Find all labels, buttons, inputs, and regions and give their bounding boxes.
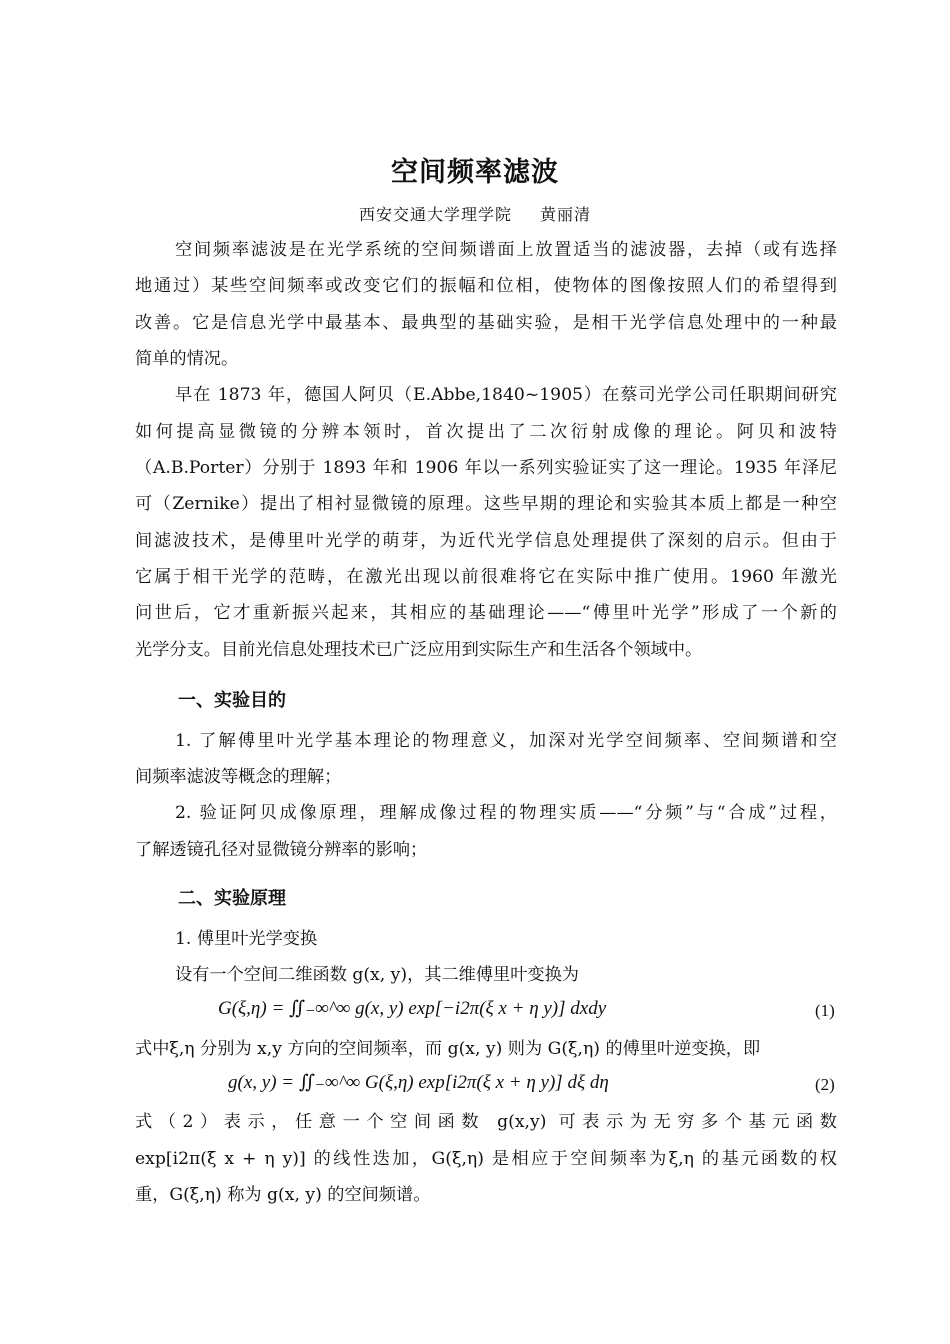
list-item-line: 2. 验证阿贝成像原理，理解成像过程的物理实质——“分频”与“合成”过程， <box>175 803 837 823</box>
paragraph-line: （A.B.Porter）分别于 1893 年和 1906 年以一系列实验证实了这一理论。1935 年泽尼 <box>135 458 837 478</box>
author-line <box>0 202 950 225</box>
paragraph-line: 改善。它是信息光学中最基本、最典型的基础实验，是相干光学信息处理中的一种最 <box>135 313 837 333</box>
paragraph-line: 如何提高显微镜的分辨本领时，首次提出了二次衍射成像的理论。阿贝和波特 <box>135 422 837 442</box>
subsection-title: 1. 傅里叶光学变换 <box>175 929 318 949</box>
equation-2: g(x, y) = ∬₋∞^∞ G(ξ,η) exp[i2π(ξ x + η y)] dξ dη <box>228 1072 609 1093</box>
author-name: 黄丽清 <box>540 205 592 224</box>
paragraph-line: 早在 1873 年，德国人阿贝（E.Abbe,1840~1905）在蔡司光学公司任职期间研究 <box>175 385 837 405</box>
paragraph-line: 简单的情况。 <box>135 349 239 369</box>
list-item-line: 1. 了解傅里叶光学基本理论的物理意义，加深对光学空间频率、空间频谱和空 <box>175 731 837 751</box>
paragraph-line: 间滤波技术，是傅里叶光学的萌芽，为近代光学信息处理提供了深刻的启示。但由于 <box>135 531 837 551</box>
paragraph-line: 设有一个空间二维函数 g(x, y)，其二维傅里叶变换为 <box>175 965 579 985</box>
list-item-line: 间频率滤波等概念的理解； <box>135 767 342 787</box>
author-affiliation: 西安交通大学理学院 <box>358 205 512 224</box>
paragraph-line: 地通过）某些空间频率或改变它们的振幅和位相，使物体的图像按照人们的希望得到 <box>135 276 837 296</box>
paragraph-line: 重，G(ξ,η) 称为 g(x, y) 的空间频谱。 <box>135 1185 431 1205</box>
paragraph-line: 光学分支。目前光信息处理技术已广泛应用到实际生产和生活各个领域中。 <box>135 640 703 660</box>
list-item-line: 了解透镜孔径对显微镜分辨率的影响； <box>135 840 428 860</box>
paragraph-line: 式中ξ,η 分别为 x,y 方向的空间频率，而 g(x, y) 则为 G(ξ,η) 的傅里叶逆变换，即 <box>135 1039 761 1059</box>
paragraph-line: 式（2）表示，任意一个空间函数 g(x,y) 可表示为无穷多个基元函数 <box>135 1112 837 1132</box>
paragraph-line: 空间频率滤波是在光学系统的空间频谱面上放置适当的滤波器，去掉（或有选择 <box>175 240 837 260</box>
equation-number: (1) <box>815 1001 835 1020</box>
equation-number: (2) <box>815 1075 835 1094</box>
paragraph-line: 它属于相干光学的范畴，在激光出现以前很难将它在实际中推广使用。1960 年激光 <box>135 567 837 587</box>
paragraph-line: exp[i2π(ξ x + η y)] 的线性迭加，G(ξ,η) 是相应于空间频率为ξ,η 的基元函数的权 <box>135 1149 837 1169</box>
paragraph-line: 问世后，它才重新振兴起来，其相应的基础理论——“傅里叶光学”形成了一个新的 <box>135 603 837 623</box>
equation-1: G(ξ,η) = ∬₋∞^∞ g(x, y) exp[−i2π(ξ x + η y)] dxdy <box>218 998 607 1019</box>
paragraph-line: 可（Zernike）提出了相衬显微镜的原理。这些早期的理论和实验其本质上都是一种空 <box>135 494 837 514</box>
section-heading: 一、实验目的 <box>178 690 286 711</box>
section-heading: 二、实验原理 <box>178 888 286 909</box>
page-title: 空间频率滤波 <box>391 157 559 188</box>
